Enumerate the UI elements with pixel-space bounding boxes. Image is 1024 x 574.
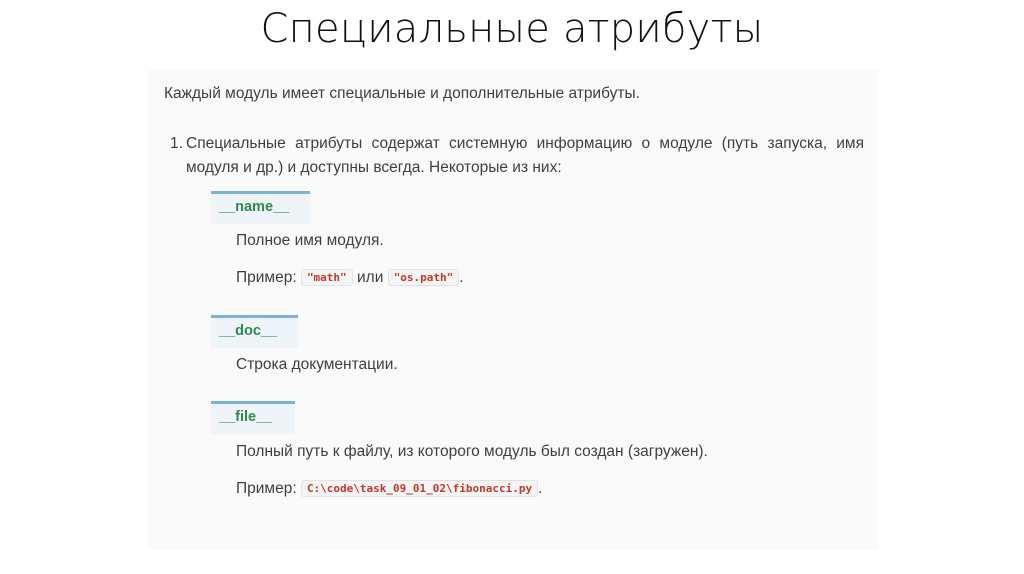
example-label: Пример: [236, 269, 297, 286]
attribute-description-name: Полное имя модуля. [236, 232, 384, 249]
code-example-math: "math" [301, 269, 353, 286]
list-text: Специальные атрибуты содержат системную информацию о модуле (путь запуска, имя модуля и др.) и доступны всегда. Некоторые из них: [186, 135, 864, 176]
attribute-heading-file: __file__ [211, 401, 295, 434]
example-end: . [538, 480, 543, 497]
example-label: Пример: [236, 480, 297, 497]
attribute-heading-name: __name__ [211, 191, 310, 224]
content-panel [148, 70, 878, 550]
example-end: . [459, 269, 464, 286]
attribute-description-file: Полный путь к файлу, из которого модуль был создан (загружен). [236, 443, 708, 460]
attribute-example-name [236, 269, 464, 287]
attribute-heading-doc: __doc__ [211, 315, 298, 348]
intro-text: Каждый модуль имеет специальные и дополнительные атрибуты. [164, 85, 640, 102]
slide-title: Специальные атрибуты [260, 6, 764, 52]
list-number: 1. [170, 135, 183, 152]
attribute-description-doc: Строка документации. [236, 356, 398, 373]
list-item [164, 132, 864, 180]
code-example-os-path: "os.path" [388, 269, 460, 286]
example-joiner: или [357, 269, 384, 286]
attribute-example-file [236, 480, 542, 498]
code-example-file-path: C:\code\task_09_01_02\fibonacci.py [301, 480, 538, 497]
